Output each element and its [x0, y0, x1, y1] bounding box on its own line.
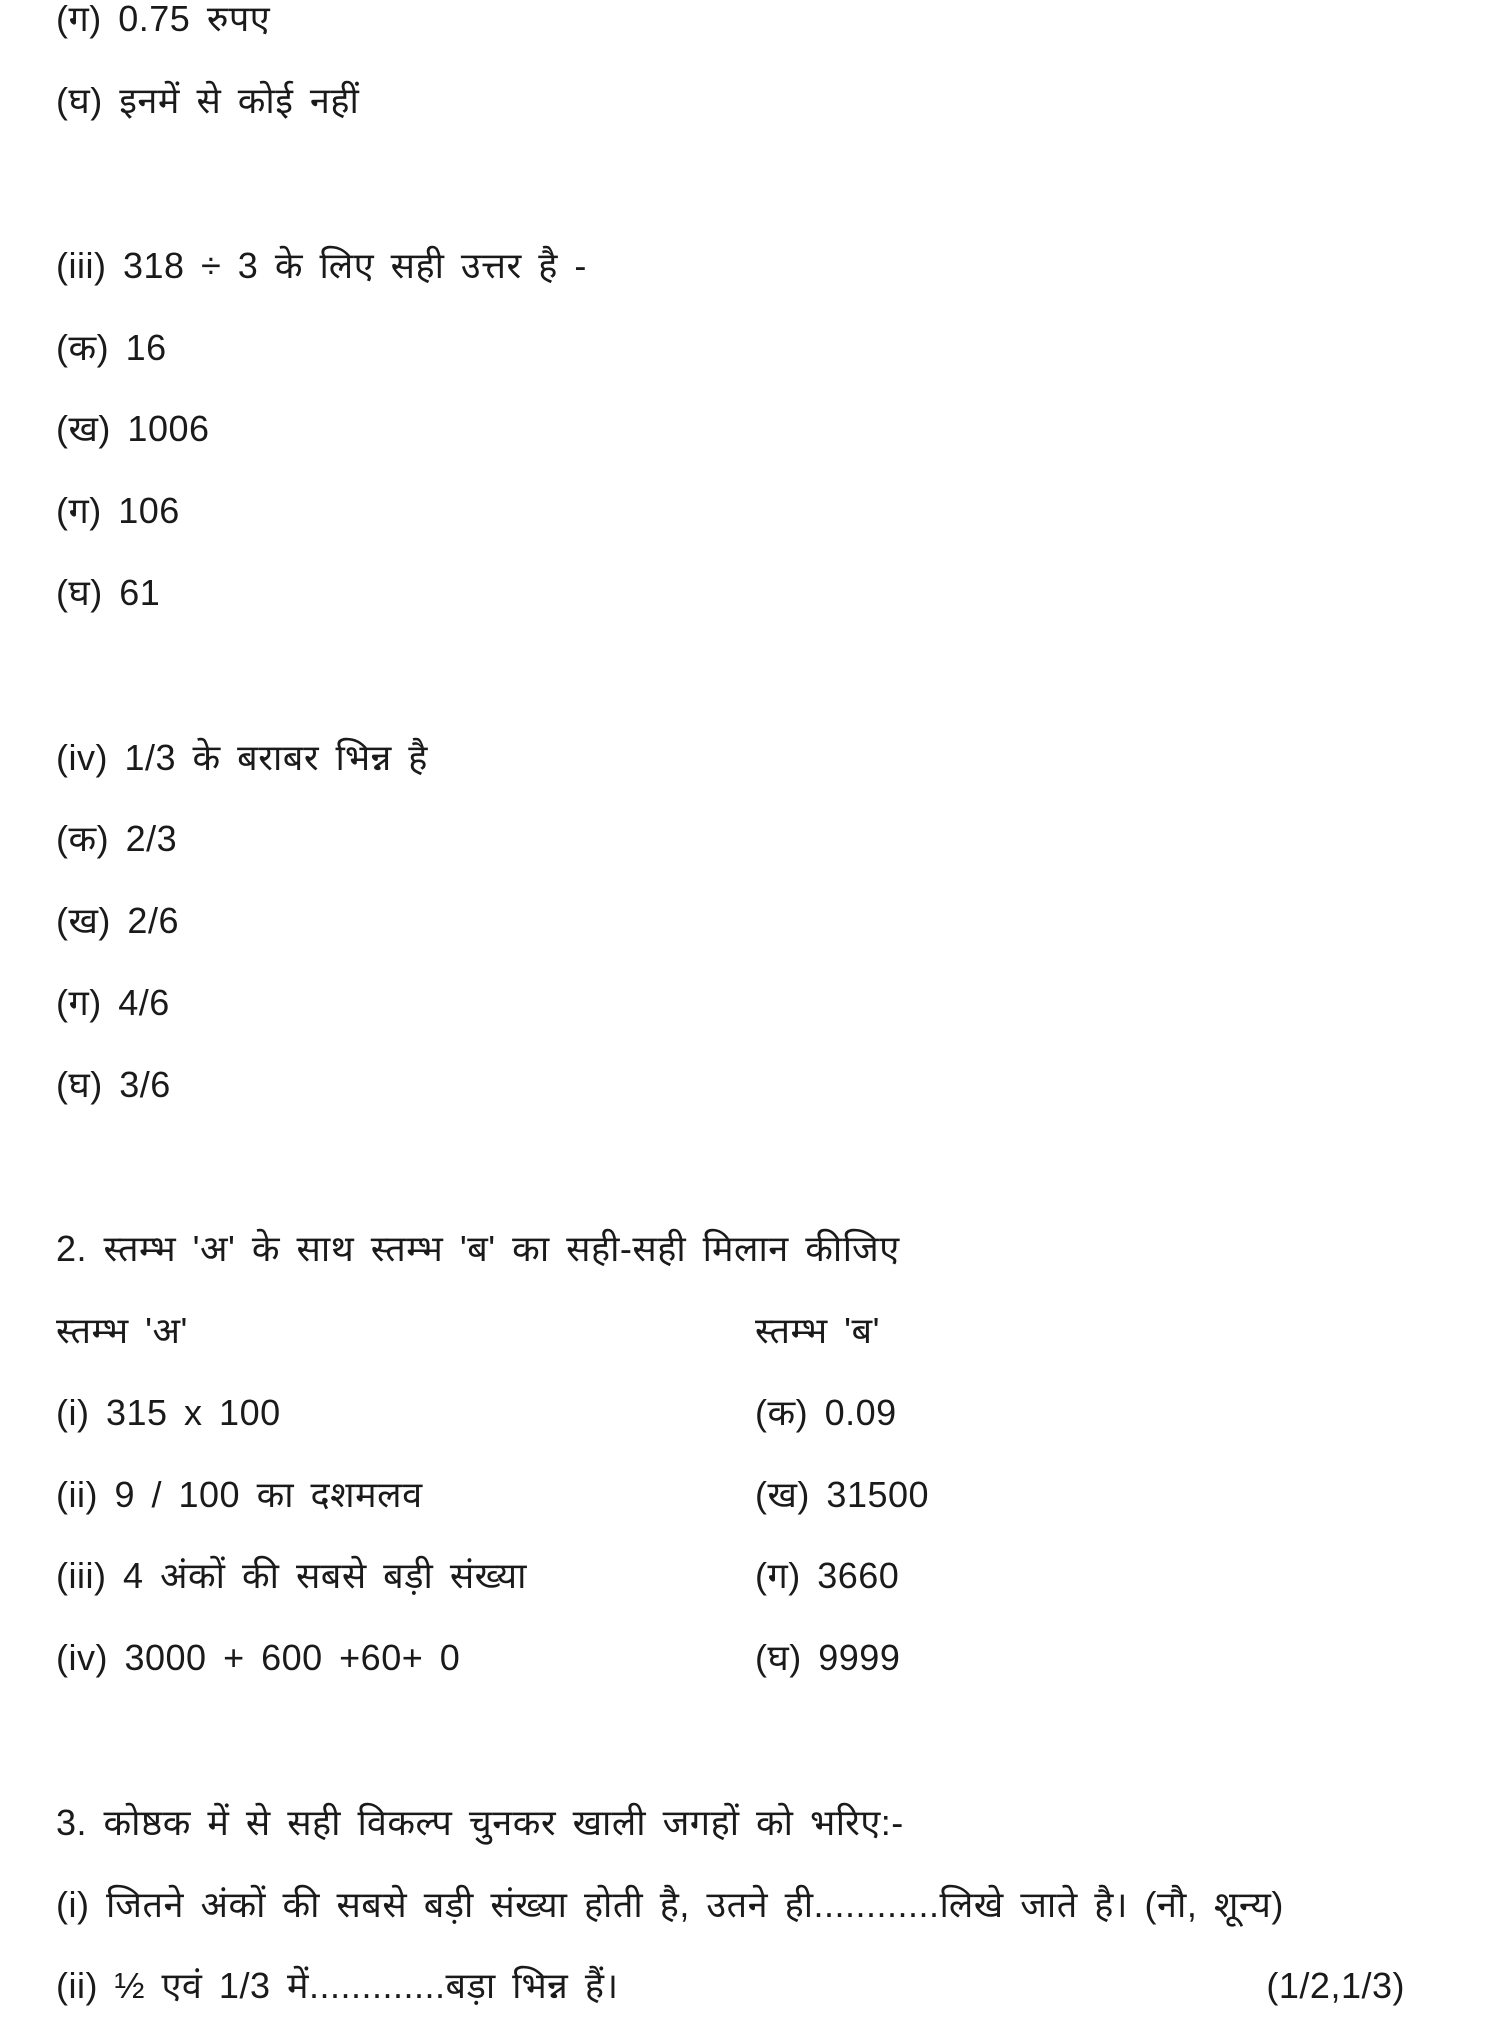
- question-2: 2. स्तम्भ 'अ' के साथ स्तम्भ 'ब' का सही-सही मिलान कीजिए: [56, 1228, 900, 1269]
- option: (घ) 3/6: [56, 1064, 171, 1105]
- option: (घ) 61: [56, 572, 161, 613]
- option: (ग) 106: [56, 490, 180, 531]
- column-a-item: (ii) 9 / 100 का दशमलव: [56, 1474, 423, 1515]
- q1-prev-option-gha: (घ) इनमें से कोई नहीं: [56, 80, 360, 121]
- fill-blank-item: (i) जितने अंकों की सबसे बड़ी संख्या होती है, उतने ही............लिखे जाते है। (नौ, शून्य): [56, 1884, 1284, 1925]
- question-1-iii: (iii) 318 ÷ 3 के लिए सही उत्तर है -: [56, 245, 587, 286]
- column-b-header: स्तम्भ 'ब': [755, 1310, 880, 1351]
- column-a-header: स्तम्भ 'अ': [56, 1310, 188, 1351]
- q1-prev-option-ga: (ग) 0.75 रुपए: [56, 0, 271, 39]
- column-b-item: (ख) 31500: [755, 1474, 930, 1515]
- fill-blank-choices: (1/2,1/3): [1266, 1965, 1405, 2006]
- option: (ख) 1006: [56, 408, 210, 449]
- column-a-item: (i) 315 x 100: [56, 1392, 281, 1433]
- option: (क) 16: [56, 327, 167, 368]
- question-3: 3. कोष्ठक में से सही विकल्प चुनकर खाली जगहों को भरिए:-: [56, 1802, 904, 1843]
- column-a-item: (iii) 4 अंकों की सबसे बड़ी संख्या: [56, 1555, 527, 1596]
- option: (ग) 4/6: [56, 982, 170, 1023]
- column-b-item: (ग) 3660: [755, 1555, 900, 1596]
- column-a-item: (iv) 3000 + 600 +60+ 0: [56, 1637, 461, 1678]
- option: (क) 2/3: [56, 818, 178, 859]
- column-b-item: (क) 0.09: [755, 1392, 897, 1433]
- question-1-iv: (iv) 1/3 के बराबर भिन्न है: [56, 737, 428, 778]
- column-b-item: (घ) 9999: [755, 1637, 901, 1678]
- fill-blank-item: (ii) ½ एवं 1/3 में.............बड़ा भिन्न हैं।: [56, 1965, 619, 2006]
- option: (ख) 2/6: [56, 900, 179, 941]
